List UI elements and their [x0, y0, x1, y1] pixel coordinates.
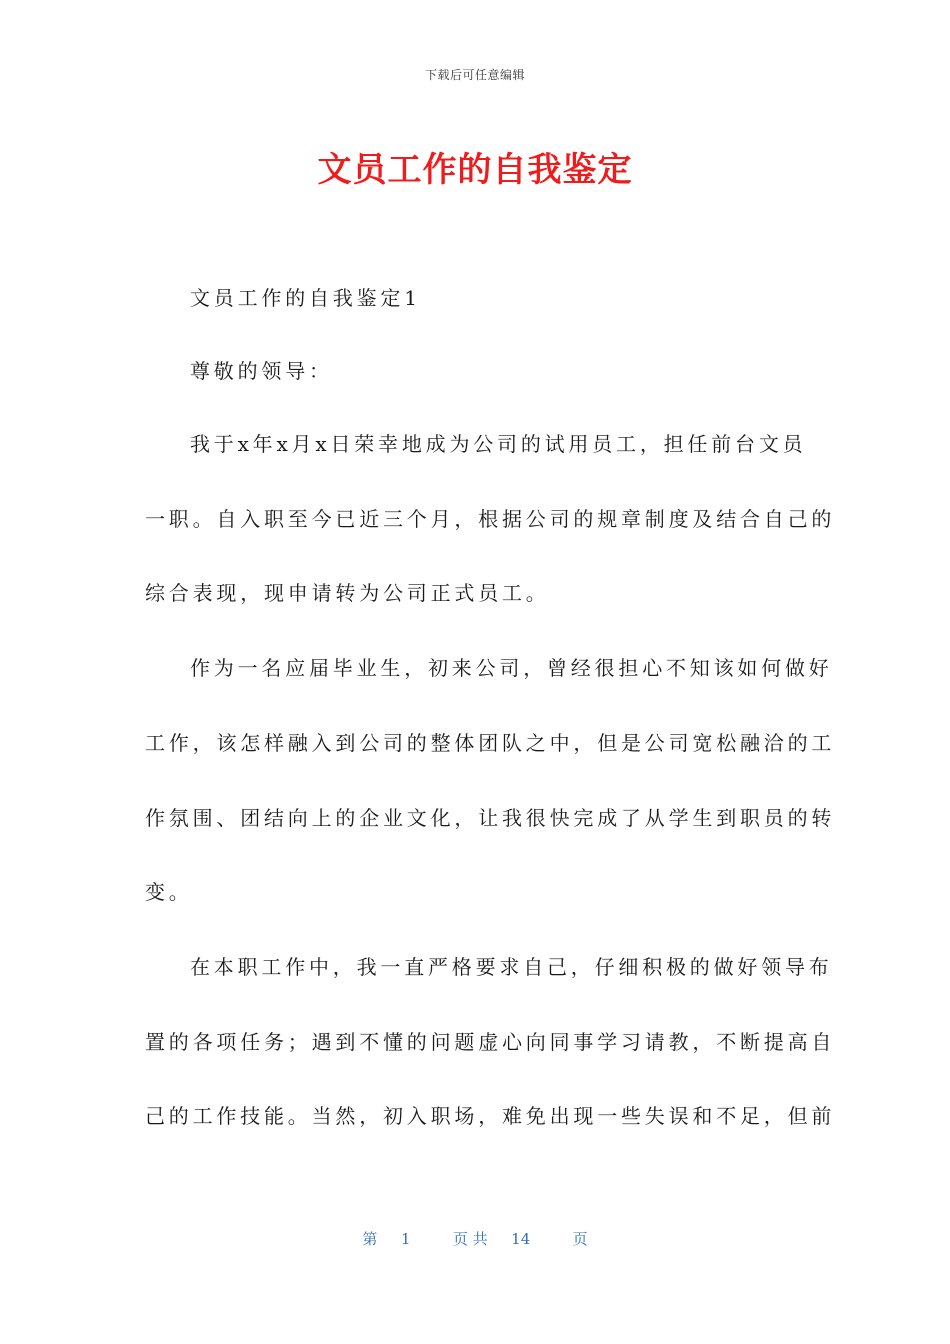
- document-title: 文员工作的自我鉴定: [317, 150, 633, 190]
- paragraph-line: 己的工作技能。当然，初入职场，难免出现一些失误和不足，但前: [145, 1104, 836, 1128]
- footer-label-page: 第: [362, 1230, 378, 1248]
- paragraph-line: 综合表现，现申请转为公司正式员工。: [145, 581, 550, 605]
- footer-total-pages: 14: [511, 1230, 531, 1248]
- paragraph-line: 在本职工作中，我一直严格要求自己，仔细积极的做好领导布: [190, 955, 833, 979]
- footer-current-page: 1: [400, 1230, 411, 1248]
- salutation: 尊敬的领导：: [190, 359, 333, 383]
- paragraph-line: 工作，该怎样融入到公司的整体团队之中，但是公司宽松融洽的工: [145, 731, 836, 755]
- page-footer: [0, 1228, 950, 1249]
- paragraph-line: 作为一名应届毕业生，初来公司，曾经很担心不知该如何做好: [190, 656, 833, 680]
- footer-label-of: 页 共: [452, 1230, 488, 1248]
- paragraph-line: 一职。自入职至今已近三个月，根据公司的规章制度及结合自己的: [145, 507, 836, 531]
- paragraph-line: 我于x年x月x日荣幸地成为公司的试用员工，担任前台文员: [190, 432, 807, 456]
- paragraph-line: 变。: [145, 880, 193, 904]
- header-note: 下载后可任意编辑: [424, 68, 525, 82]
- footer-label-end: 页: [572, 1230, 588, 1248]
- section-heading: 文员工作的自我鉴定1: [190, 286, 421, 310]
- paragraph-line: 作氛围、团结向上的企业文化，让我很快完成了从学生到职员的转: [145, 806, 836, 830]
- paragraph-line: 置的各项任务；遇到不懂的问题虚心向同事学习请教，不断提高自: [145, 1030, 836, 1054]
